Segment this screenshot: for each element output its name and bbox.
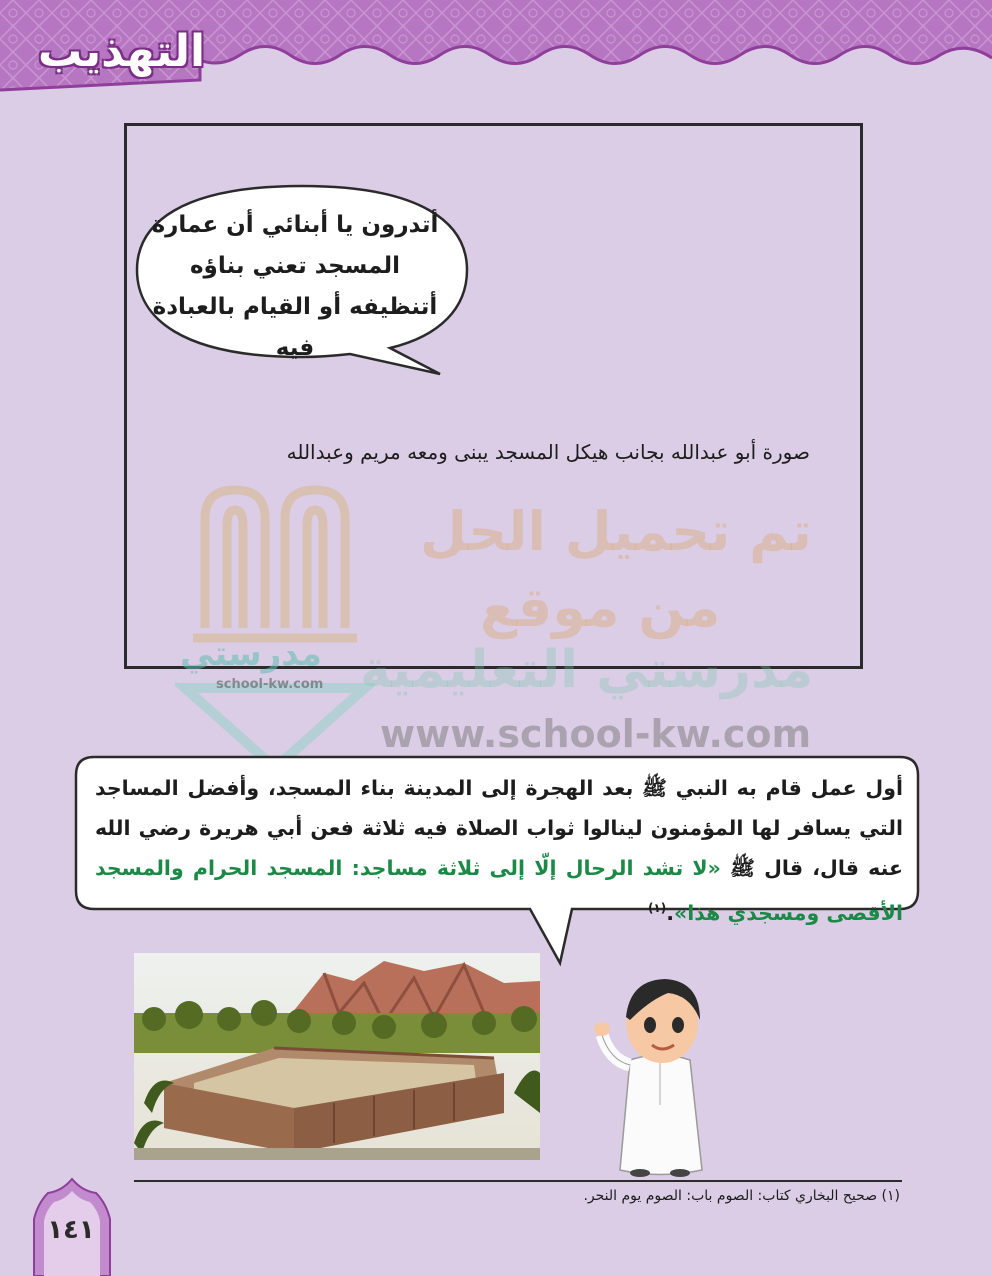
speech-end: .	[666, 900, 675, 925]
boy-speech-text	[95, 768, 903, 933]
speech-intro: أول عمل قام به النبي ﷺ بعد الهجرة إلى المدينة بناء المسجد، وأفضل المساجد التي يسافر لها المؤمنون لينالوا ثواب الصلاة فيه ثلاثة فعن أبي هريرة رضي الله عنه قال، قال ﷺ	[95, 776, 903, 880]
boy-character-illustration	[590, 965, 740, 1180]
watermark-line3: مدرستي التعليمية	[360, 640, 814, 700]
footnote-reference: (١)	[647, 901, 667, 915]
watermark-brand: مدرستي	[180, 634, 322, 674]
section-title: التهذيب	[38, 26, 206, 77]
hadith-quote: «لا تشد الرحال إلّا إلى ثلاثة مساجد: المسجد الحرام والمسجد الأقصى ومسجدي هذا»	[95, 856, 903, 925]
watermark-brand-url: school-kw.com	[216, 677, 324, 692]
prophets-mosque-illustration	[134, 953, 540, 1160]
watermark-url: www.school-kw.com	[380, 712, 812, 756]
footnote: (١) صحيح البخاري كتاب: الصوم باب: الصوم يوم النحر.	[583, 1188, 900, 1204]
illustration-caption: صورة أبو عبدالله بجانب هيكل المسجد يبنى ومعه مريم وعبدالله	[286, 440, 810, 464]
watermark-line2: من موقع	[480, 576, 721, 639]
footnote-divider	[134, 1180, 902, 1182]
bubble-text: أتدرون يا أبنائي أن عمارة المسجد تعني بناؤه أتنظيفه أو القيام بالعبادة فيه	[151, 212, 439, 361]
watermark-line1: تم تحميل الحل	[420, 500, 812, 563]
page-number: ١٤١	[47, 1215, 95, 1245]
